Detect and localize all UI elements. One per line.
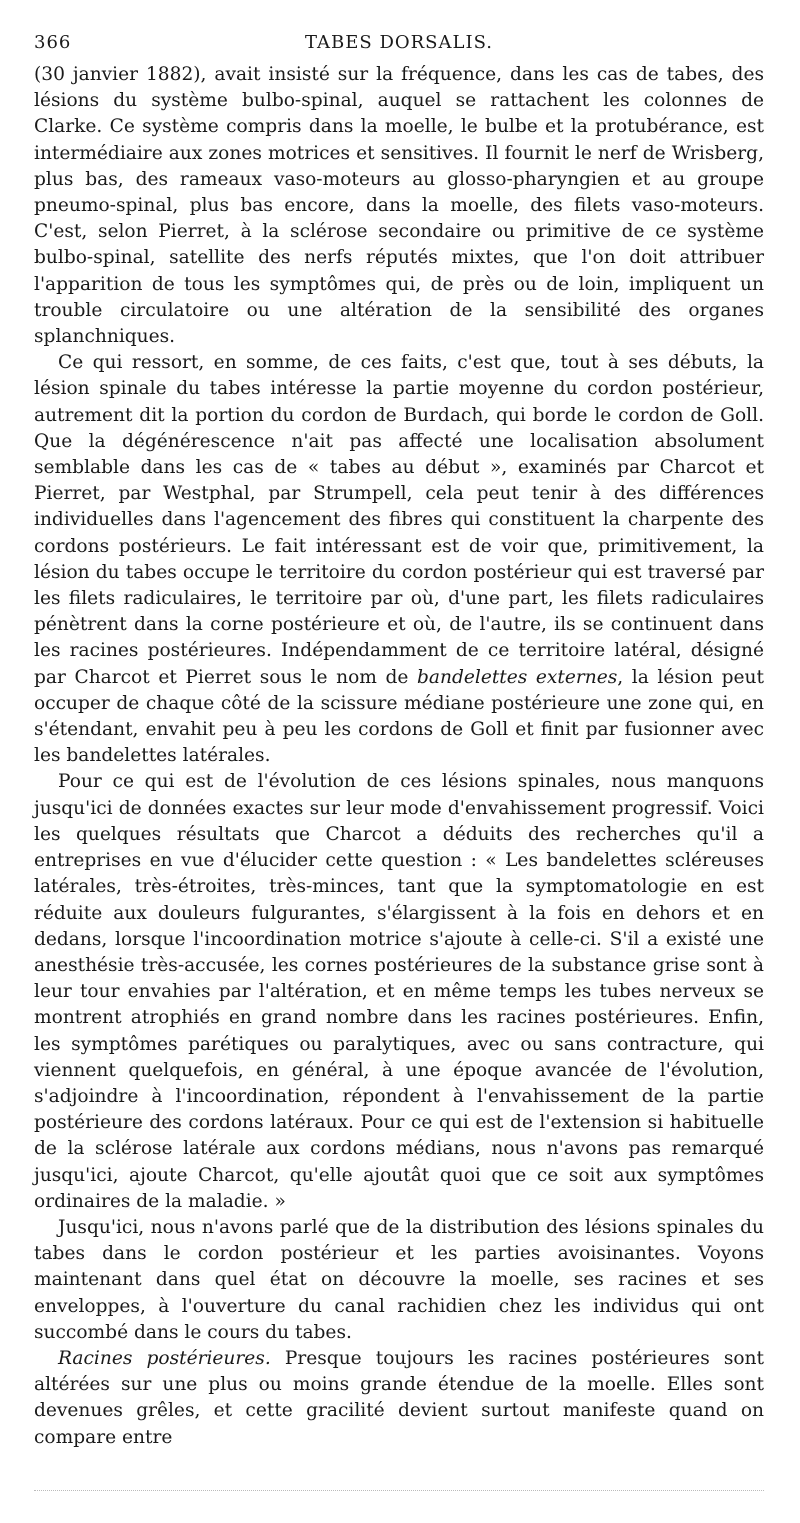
paragraph-4: Jusqu'ici, nous n'avons parlé que de la distribution des lésions spinales du tabes dans le cordon postérieur et les parties avoisinantes. Voyons maintenant dans quel état on découvre la moelle, ses racines et ses enveloppes, à l'ouverture du canal rachidien chez les individus qui ont succombé dans le cours du tabes. (34, 1216, 764, 1343)
paragraph-1: (30 janvier 1882), avait insisté sur la fréquence, dans les cas de tabes, des lésions du système bulbo-spinal, auquel se rattachent les colonnes de Clarke. Ce système compris dans la moelle, le bulbe et la protubérance, est intermédiaire aux zones motrices et sensitives. Il fournit le nerf de Wrisberg, plus bas, des rameaux vaso-moteurs au glosso-pharyngien et au groupe pneumo-spinal, plus bas encore, dans la moelle, des filets vaso-moteurs. C'est, selon Pierret, à la sclérose secondaire ou primitive de ce système bulbo-spinal, satellite des nerfs réputés mixtes, que l'on doit attribuer l'apparition de tous les symptômes qui, de près ou de loin, impliquent un trouble circulatoire ou une altération de la sensibilité des organes splanchniques. (34, 64, 764, 348)
page-header (34, 24, 764, 62)
paragraph-2-text-b: , la lésion peut occuper de chaque côté de la scissure médiane postérieure une zone qui, en s'étendant, envahit peu à peu les cordons de Goll et finit par fusionner avec les bandelettes latérales. (34, 666, 764, 767)
body-text (34, 62, 764, 1451)
section-heading-racines-posterieures: Racines postérieures. (58, 1347, 271, 1369)
paragraph-2 (34, 350, 764, 769)
page-number: 366 (34, 32, 72, 53)
paragraph-5-text: Presque toujours les racines postérieures sont altérées sur une plus ou moins grande étendue de la moelle. Elles sont devenues grêles, et cette gracilité devient surtout manifeste quand on compare entre (34, 1347, 764, 1448)
paragraph-2-text-a: Ce qui ressort, en somme, de ces faits, c'est que, tout à ses débuts, la lésion spinale du tabes intéresse la partie moyenne du cordon postérieur, autrement dit la portion du cordon de Burdach, qui borde le cordon de Goll. Que la dégénérescence n'ait pas affecté une localisation absolument semblable dans les cas de « tabes au début », examinés par Charcot et Pierret, par Westphal, par Strumpell, cela peut tenir à des différences individuelles dans l'agencement des fibres qui constituent la charpente des cordons postérieurs. Le fait intéressant est de voir que, primitivement, la lésion du tabes occupe le territoire du cordon postérieur qui est traversé par les filets radiculaires, le territoire par où, d'une part, les filets radiculaires pénètrent dans la corne postérieure et où, de l'autre, ils se continuent dans les racines postérieures. Indépendamment de ce territoire latéral, désigné par Charcot et Pierret sous le nom de (34, 352, 764, 688)
paragraph-3: Pour ce qui est de l'évolution de ces lésions spinales, nous manquons jusqu'ici de données exactes sur leur mode d'envahissement progressif. Voici les quelques résultats que Charcot a déduits des recherches qu'il a entreprises en vue d'élucider cette question : « Les bandelettes scléreuses latérales, très-étroites, très-minces, tant que la symptomatologie en est réduite aux douleurs fulgurantes, s'élargissent à la fois en dehors et en dedans, lorsque l'incoordination motrice s'ajoute à celle-ci. S'il a existé une anesthésie très-accusée, les cornes postérieures de la substance grise sont à leur tour envahies par l'altération, et en même temps les tubes nerveux se montrent atrophiés en grand nombre dans les racines postérieures. Enfin, les symptômes parétiques ou paralytiques, avec ou sans contracture, qui viennent quelquefois, en général, à une époque avancée de l'évolution, s'adjoindre à l'incoordination, répondent à l'envahissement de la partie postérieure des cordons latéraux. Pour ce qui est de l'extension si habituelle de la sclérose latérale aux cordons médians, nous n'avons pas remarqué jusqu'ici, ajoute Charcot, qu'elle ajoutât quoi que ce soit aux symptômes ordinaires de la maladie. » (34, 771, 764, 1212)
footer-rule (34, 1490, 764, 1491)
running-title: TABES DORSALIS. (305, 32, 493, 53)
term-bandelettes-externes: bandelettes externes (417, 666, 618, 688)
paragraph-5 (34, 1346, 764, 1451)
